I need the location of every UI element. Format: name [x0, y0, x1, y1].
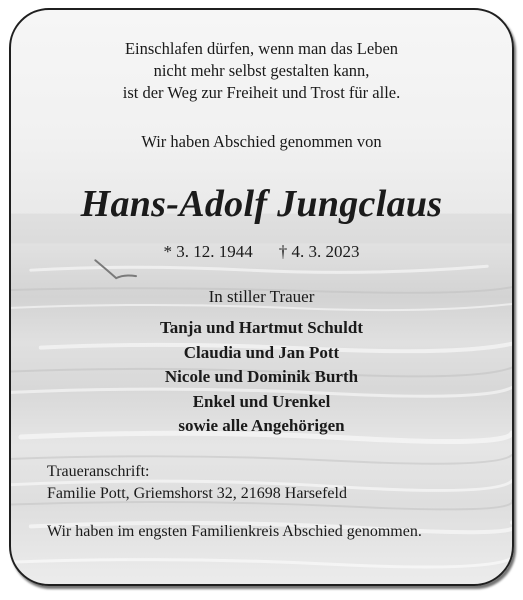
birth-date: * 3. 12. 1944: [163, 242, 253, 261]
address-label: Traueranschrift:: [47, 463, 150, 480]
mourner-entry: sowie alle Angehörigen: [178, 416, 345, 435]
deceased-name: Hans-Adolf Jungclaus: [80, 183, 443, 225]
life-dates: [11, 241, 512, 263]
closing-note: Wir haben im engsten Familienkreis Abschied genommen.: [47, 523, 422, 540]
poem-line: Einschlafen dürfen, wenn man das Leben: [124, 39, 399, 58]
obituary-notice: [9, 8, 514, 586]
condolence-address: [47, 461, 347, 505]
mourner-entry: Claudia und Jan Pott: [183, 342, 340, 362]
poem-line: ist der Weg zur Freiheit und Trost für alle.: [122, 83, 401, 102]
mourning-phrase: In stiller Trauer: [208, 287, 315, 306]
mourner-entry: Enkel und Urenkel: [192, 391, 331, 411]
intro-text: Wir haben Abschied genommen von: [141, 132, 382, 151]
mourner-entry: Tanja und Hartmut Schuldt: [160, 318, 363, 337]
mourners-list: [11, 316, 512, 439]
address-value: Familie Pott, Griemshorst 32, 21698 Harsefeld: [47, 485, 347, 502]
poem-line: nicht mehr selbst gestalten kann,: [153, 61, 370, 80]
mourner-entry: Nicole und Dominik Burth: [164, 367, 359, 386]
death-date: † 4. 3. 2023: [278, 242, 360, 261]
poem: [11, 38, 512, 104]
